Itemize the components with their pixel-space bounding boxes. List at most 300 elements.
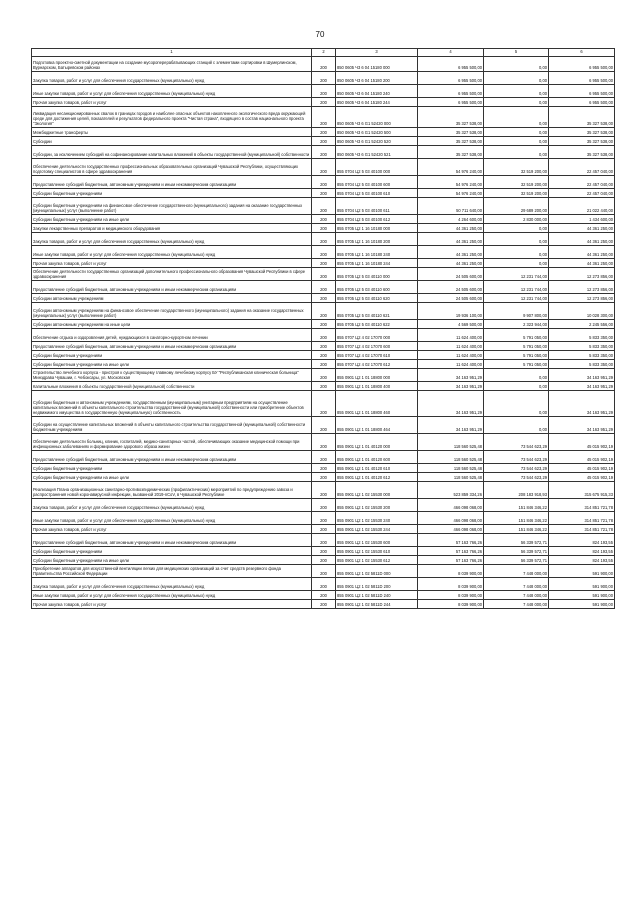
unexecuted-amount-cell: 5 833 350,00	[549, 351, 615, 360]
unexecuted-amount-cell: 35 327 538,00	[549, 137, 615, 146]
approved-amount-cell: 57 163 766,26	[418, 534, 484, 547]
executed-amount-cell: 0,00	[484, 391, 549, 417]
executed-amount-cell: 29 689 200,00	[484, 198, 549, 215]
expense-name-cell: Обеспечение деятельности больниц, клиник, госпиталей, медико-санитарных частей, обеспечивающих оказание медицинской помощи при инфекционных заболеваниях и формирование здорового образа жизни	[32, 434, 312, 451]
executed-amount-cell: 0,00	[484, 417, 549, 434]
admin-code-cell: 200	[312, 499, 336, 512]
approved-amount-cell: 466 098 068,00	[418, 525, 484, 534]
approved-amount-cell: 54 976 240,00	[418, 189, 484, 198]
unexecuted-amount-cell: 824 193,55	[549, 534, 615, 547]
admin-code-cell: 200	[312, 369, 336, 382]
approved-amount-cell: 54 976 240,00	[418, 159, 484, 176]
expense-name-cell: Закупка товаров, работ и услуг для обеспечения государственных (муниципальных) нужд	[32, 499, 312, 512]
approved-amount-cell: 24 505 600,00	[418, 294, 484, 303]
expense-name-cell: Прочая закупка товаров, работ и услуг	[32, 600, 312, 609]
expense-name-cell: Закупка товаров, работ и услуг для обеспечения государственных (муниципальных) нужд	[32, 233, 312, 246]
budget-classification-code-cell: 855 0901 Ц2 1 02 15530 240	[336, 512, 418, 525]
admin-code-cell: 200	[312, 198, 336, 215]
admin-code-cell: 200	[312, 525, 336, 534]
approved-amount-cell: 35 327 538,00	[418, 107, 484, 128]
admin-code-cell: 200	[312, 233, 336, 246]
budget-classification-code-cell: 855 0704 Ц2 5 03 40100 610	[336, 189, 418, 198]
executed-amount-cell: 208 183 918,93	[484, 482, 549, 499]
approved-amount-cell: 466 098 068,00	[418, 499, 484, 512]
admin-code-cell: 200	[312, 578, 336, 591]
executed-amount-cell: 0,00	[484, 98, 549, 107]
executed-amount-cell: 0,00	[484, 246, 549, 259]
admin-code-cell: 200	[312, 303, 336, 320]
budget-classification-code-cell: 850 0605 Ч3 6 04 15180 000	[336, 57, 418, 72]
expense-name-cell: Обеспечение деятельности государственных профессиональных образовательных организаций Чувашской Республики, осуществляющих подготовку специалистов в сфере здравоохранения	[32, 159, 312, 176]
executed-amount-cell: 32 519 200,00	[484, 176, 549, 189]
unexecuted-amount-cell: 35 327 538,00	[549, 128, 615, 137]
table-row	[32, 499, 615, 512]
budget-classification-code-cell: 855 0704 Ц2 5 03 40100 611	[336, 198, 418, 215]
approved-amount-cell: 44 361 250,00	[418, 259, 484, 268]
table-body	[32, 57, 615, 609]
admin-code-cell: 200	[312, 360, 336, 369]
executed-amount-cell: 2 323 944,00	[484, 320, 549, 329]
budget-classification-code-cell: 855 0705 Ц2 1 16 10180 200	[336, 233, 418, 246]
approved-amount-cell: 8 039 900,00	[418, 591, 484, 600]
executed-amount-cell: 73 544 623,29	[484, 473, 549, 482]
executed-amount-cell: 0,00	[484, 369, 549, 382]
unexecuted-amount-cell: 591 900,00	[549, 591, 615, 600]
admin-code-cell: 200	[312, 72, 336, 85]
approved-amount-cell: 4 264 600,00	[418, 215, 484, 224]
approved-amount-cell: 50 711 640,00	[418, 198, 484, 215]
expense-name-cell: Прочая закупка товаров, работ и услуг	[32, 259, 312, 268]
unexecuted-amount-cell: 314 851 721,78	[549, 525, 615, 534]
page-number: 70	[315, 30, 325, 39]
table-row	[32, 107, 615, 128]
executed-amount-cell: 0,00	[484, 382, 549, 391]
admin-code-cell: 200	[312, 482, 336, 499]
column-header-2: 2	[312, 49, 336, 57]
approved-amount-cell: 118 560 525,48	[418, 464, 484, 473]
unexecuted-amount-cell: 1 434 600,00	[549, 215, 615, 224]
executed-amount-cell: 0,00	[484, 107, 549, 128]
unexecuted-amount-cell: 21 022 440,00	[549, 198, 615, 215]
executed-amount-cell: 151 846 346,22	[484, 512, 549, 525]
budget-classification-code-cell: 855 0901 Ц2 1 02 5811D 200	[336, 578, 418, 591]
expense-name-cell: Иные закупки товаров, работ и услуг для обеспечения государственных (муниципальных) нужд	[32, 512, 312, 525]
budget-classification-code-cell: 855 0901 Ц2 1 02 15530 600	[336, 534, 418, 547]
expense-name-cell: Прочая закупка товаров, работ и услуг	[32, 98, 312, 107]
admin-code-cell: 200	[312, 417, 336, 434]
table-row	[32, 351, 615, 360]
budget-classification-code-cell: 850 0605 Ч3 6 04 15180 240	[336, 85, 418, 98]
table-row	[32, 556, 615, 565]
executed-amount-cell: 0,00	[484, 233, 549, 246]
table-header-row	[32, 49, 615, 57]
executed-amount-cell: 7 448 000,00	[484, 578, 549, 591]
table-row	[32, 512, 615, 525]
table-row	[32, 98, 615, 107]
unexecuted-amount-cell: 5 833 350,00	[549, 360, 615, 369]
admin-code-cell: 200	[312, 320, 336, 329]
admin-code-cell: 200	[312, 294, 336, 303]
budget-execution-table	[31, 48, 615, 609]
budget-classification-code-cell: 855 0901 Ц2 1 02 5811D 000	[336, 565, 418, 578]
admin-code-cell: 200	[312, 146, 336, 159]
expense-name-cell: Предоставление субсидий бюджетным, автономным учреждениям и иным некоммерческим организациям	[32, 342, 312, 351]
admin-code-cell: 200	[312, 512, 336, 525]
table-row	[32, 525, 615, 534]
executed-amount-cell: 56 339 572,71	[484, 534, 549, 547]
executed-amount-cell: 73 544 623,29	[484, 464, 549, 473]
approved-amount-cell: 44 361 250,00	[418, 246, 484, 259]
unexecuted-amount-cell: 591 900,00	[549, 565, 615, 578]
table-row	[32, 342, 615, 351]
executed-amount-cell: 73 544 623,29	[484, 434, 549, 451]
unexecuted-amount-cell: 35 327 538,00	[549, 107, 615, 128]
approved-amount-cell: 6 955 500,00	[418, 57, 484, 72]
table-row	[32, 159, 615, 176]
budget-classification-code-cell: 855 0707 Ц2 4 02 17070 000	[336, 329, 418, 342]
unexecuted-amount-cell: 44 361 250,00	[549, 224, 615, 233]
executed-amount-cell: 0,00	[484, 259, 549, 268]
expense-name-cell: Субсидии на осуществление капитальных вложений в объекты капитального строительства государственной (муниципальной) собственности бюджетным учреждениям	[32, 417, 312, 434]
executed-amount-cell: 0,00	[484, 85, 549, 98]
budget-classification-code-cell: 855 0901 Ц2 1 01 18800 460	[336, 391, 418, 417]
unexecuted-amount-cell: 34 163 951,29	[549, 369, 615, 382]
table-row	[32, 591, 615, 600]
unexecuted-amount-cell: 12 273 856,00	[549, 281, 615, 294]
admin-code-cell: 200	[312, 259, 336, 268]
table-row	[32, 600, 615, 609]
admin-code-cell: 200	[312, 451, 336, 464]
column-header-6: 6	[549, 49, 615, 57]
unexecuted-amount-cell: 44 361 250,00	[549, 233, 615, 246]
table-row	[32, 146, 615, 159]
admin-code-cell: 200	[312, 159, 336, 176]
approved-amount-cell: 6 955 500,00	[418, 98, 484, 107]
executed-amount-cell: 7 448 000,00	[484, 591, 549, 600]
budget-classification-code-cell: 850 0605 Ч3 6 04 15180 244	[336, 98, 418, 107]
unexecuted-amount-cell: 6 955 500,00	[549, 57, 615, 72]
budget-classification-code-cell: 855 0705 Ц2 5 03 40110 621	[336, 303, 418, 320]
expense-name-cell: Субсидии	[32, 137, 312, 146]
admin-code-cell: 200	[312, 176, 336, 189]
budget-classification-code-cell: 855 0705 Ц2 5 03 40110 600	[336, 281, 418, 294]
budget-classification-code-cell: 855 0901 Ц2 1 01 40120 610	[336, 464, 418, 473]
unexecuted-amount-cell: 824 193,55	[549, 556, 615, 565]
budget-classification-code-cell: 855 0901 Ц2 1 01 40120 600	[336, 451, 418, 464]
unexecuted-amount-cell: 45 015 902,19	[549, 451, 615, 464]
expense-name-cell: Капитальные вложения в объекты государственной (муниципальной) собственности	[32, 382, 312, 391]
approved-amount-cell: 19 936 100,00	[418, 303, 484, 320]
executed-amount-cell: 7 448 000,00	[484, 565, 549, 578]
table-row	[32, 565, 615, 578]
unexecuted-amount-cell: 5 833 350,00	[549, 329, 615, 342]
approved-amount-cell: 523 859 334,26	[418, 482, 484, 499]
table-row	[32, 547, 615, 556]
budget-classification-code-cell: 855 0707 Ц2 4 02 17070 610	[336, 351, 418, 360]
budget-classification-code-cell: 855 0901 Ц2 1 02 15530 000	[336, 482, 418, 499]
expense-name-cell: Предоставление субсидий бюджетным, автономным учреждениям и иным некоммерческим организациям	[32, 281, 312, 294]
expense-name-cell: Закупка товаров, работ и услуг для обеспечения государственных (муниципальных) нужд	[32, 72, 312, 85]
table-row	[32, 57, 615, 72]
approved-amount-cell: 44 361 250,00	[418, 224, 484, 233]
unexecuted-amount-cell: 45 015 902,19	[549, 464, 615, 473]
table-row	[32, 451, 615, 464]
budget-classification-code-cell: 850 0605 Ч3 6 G1 52420 000	[336, 107, 418, 128]
expense-name-cell: Межбюджетные трансферты	[32, 128, 312, 137]
approved-amount-cell: 466 098 068,00	[418, 512, 484, 525]
table-row	[32, 268, 615, 281]
unexecuted-amount-cell: 824 193,55	[549, 547, 615, 556]
approved-amount-cell: 57 163 766,26	[418, 556, 484, 565]
table-row	[32, 246, 615, 259]
unexecuted-amount-cell: 10 028 300,00	[549, 303, 615, 320]
approved-amount-cell: 6 955 500,00	[418, 85, 484, 98]
executed-amount-cell: 2 830 000,00	[484, 215, 549, 224]
column-header-4: 4	[418, 49, 484, 57]
expense-name-cell: Ликвидация несанкционированных свалок в границах городов и наиболее опасных объектов накопленного экологического вреда окружающей среде для достижения целей, показателей и результатов федерального проекта "Чистая страна", входящего в состав национального проекта "Экология"	[32, 107, 312, 128]
executed-amount-cell: 5 791 050,00	[484, 351, 549, 360]
executed-amount-cell: 56 339 572,71	[484, 556, 549, 565]
approved-amount-cell: 8 039 900,00	[418, 600, 484, 609]
budget-classification-code-cell: 855 0705 Ц2 5 03 40110 622	[336, 320, 418, 329]
unexecuted-amount-cell: 45 015 902,19	[549, 434, 615, 451]
admin-code-cell: 200	[312, 98, 336, 107]
expense-name-cell: Субсидии бюджетным учреждениям	[32, 189, 312, 198]
admin-code-cell: 200	[312, 351, 336, 360]
expense-name-cell: Субсидии бюджетным учреждениям на иные цели	[32, 215, 312, 224]
admin-code-cell: 200	[312, 591, 336, 600]
budget-classification-code-cell: 855 0901 Ц2 1 02 15530 200	[336, 499, 418, 512]
budget-classification-code-cell: 855 0704 Ц2 5 03 40100 600	[336, 176, 418, 189]
table-row	[32, 137, 615, 146]
unexecuted-amount-cell: 5 833 350,00	[549, 342, 615, 351]
table-row	[32, 360, 615, 369]
budget-classification-code-cell: 855 0705 Ц2 5 03 40110 000	[336, 268, 418, 281]
admin-code-cell: 200	[312, 547, 336, 556]
budget-classification-code-cell: 855 0705 Ц2 1 16 10180 240	[336, 246, 418, 259]
column-header-1: 1	[32, 49, 312, 57]
expense-name-cell: Субсидии автономным учреждениям	[32, 294, 312, 303]
table-row	[32, 434, 615, 451]
approved-amount-cell: 35 327 538,00	[418, 137, 484, 146]
admin-code-cell: 200	[312, 246, 336, 259]
budget-classification-code-cell: 855 0704 Ц2 5 03 40100 000	[336, 159, 418, 176]
admin-code-cell: 200	[312, 391, 336, 417]
table-row	[32, 369, 615, 382]
expense-name-cell: Закупки лекарственных препаратов и медицинского оборудования	[32, 224, 312, 233]
expense-name-cell: Субсидии автономным учреждениям на иные цели	[32, 320, 312, 329]
table-row	[32, 281, 615, 294]
unexecuted-amount-cell: 591 900,00	[549, 600, 615, 609]
admin-code-cell: 200	[312, 565, 336, 578]
expense-name-cell: Обеспечение отдыха и оздоровления детей, нуждающихся в санаторно-курортном лечении	[32, 329, 312, 342]
budget-classification-code-cell: 855 0901 Ц2 1 02 15530 610	[336, 547, 418, 556]
expense-name-cell: Субсидии бюджетным учреждениям на иные цели	[32, 556, 312, 565]
table-row	[32, 417, 615, 434]
unexecuted-amount-cell: 45 015 902,19	[549, 473, 615, 482]
executed-amount-cell: 151 846 346,22	[484, 525, 549, 534]
approved-amount-cell: 8 039 900,00	[418, 578, 484, 591]
unexecuted-amount-cell: 6 955 500,00	[549, 85, 615, 98]
admin-code-cell: 200	[312, 268, 336, 281]
unexecuted-amount-cell: 34 163 951,29	[549, 391, 615, 417]
expense-name-cell: Предоставление субсидий бюджетным, автономным учреждениям и иным некоммерческим организациям	[32, 176, 312, 189]
executed-amount-cell: 12 231 744,00	[484, 281, 549, 294]
unexecuted-amount-cell: 35 327 538,00	[549, 146, 615, 159]
admin-code-cell: 200	[312, 464, 336, 473]
approved-amount-cell: 4 569 500,00	[418, 320, 484, 329]
executed-amount-cell: 0,00	[484, 72, 549, 85]
executed-amount-cell: 151 846 346,22	[484, 499, 549, 512]
unexecuted-amount-cell: 12 273 856,00	[549, 294, 615, 303]
admin-code-cell: 200	[312, 600, 336, 609]
approved-amount-cell: 118 560 525,48	[418, 434, 484, 451]
admin-code-cell: 200	[312, 534, 336, 547]
budget-classification-code-cell: 850 0605 Ч3 6 G1 52420 521	[336, 146, 418, 159]
executed-amount-cell: 56 339 572,71	[484, 547, 549, 556]
expense-name-cell: Приобретение аппаратов для искусственной вентиляции легких для медицинских организаций за счет средств резервного фонда Правительства Российской Федерации	[32, 565, 312, 578]
approved-amount-cell: 34 163 951,29	[418, 369, 484, 382]
admin-code-cell: 200	[312, 473, 336, 482]
admin-code-cell: 200	[312, 107, 336, 128]
executed-amount-cell: 32 519 200,00	[484, 159, 549, 176]
unexecuted-amount-cell: 12 273 856,00	[549, 268, 615, 281]
expense-name-cell: Субсидии бюджетным учреждениям на финансовое обеспечение государственного (муниципального) задания на оказание государственных (муниципальных) услуг (выполнение работ)	[32, 198, 312, 215]
executed-amount-cell: 73 544 623,29	[484, 451, 549, 464]
table-row	[32, 259, 615, 268]
expense-name-cell: Субсидии автономным учреждениям на финансовое обеспечение государственного (муниципального) задания на оказание государственных (муниципальных) услуг (выполнение работ)	[32, 303, 312, 320]
executed-amount-cell: 5 791 050,00	[484, 342, 549, 351]
approved-amount-cell: 118 560 525,48	[418, 473, 484, 482]
admin-code-cell: 200	[312, 137, 336, 146]
executed-amount-cell: 0,00	[484, 57, 549, 72]
table-row	[32, 464, 615, 473]
expense-name-cell: Субсидии бюджетным и автономным учреждениям, государственным (муниципальным) унитарным предприятиям на осуществление капитальных вложений в объекты капитального строительства государственной (муниципальной) собственности или приобретение объектов недвижимого имущества в государственную (муниципальную) собственность	[32, 391, 312, 417]
unexecuted-amount-cell: 6 955 500,00	[549, 98, 615, 107]
expense-name-cell: Предоставление субсидий бюджетным, автономным учреждениям и иным некоммерческим организациям	[32, 534, 312, 547]
executed-amount-cell: 0,00	[484, 146, 549, 159]
table-row	[32, 329, 615, 342]
admin-code-cell: 200	[312, 224, 336, 233]
expense-name-cell: Строительство лечебного корпуса - пристроя к существующему главному лечебному корпусу БУ "Республиканская клиническая больница" Минздрава Чувашии, г. Чебоксары, ул. Московская	[32, 369, 312, 382]
executed-amount-cell: 32 519 200,00	[484, 189, 549, 198]
expense-name-cell: Иные закупки товаров, работ и услуг для обеспечения государственных (муниципальных) нужд	[32, 85, 312, 98]
budget-classification-code-cell: 850 0605 Ч3 6 G1 52420 500	[336, 128, 418, 137]
expense-name-cell: Обеспечение деятельности государственных организаций дополнительного профессионального образования Чувашской Республики в сфере здравоохранения	[32, 268, 312, 281]
table-row	[32, 473, 615, 482]
unexecuted-amount-cell: 44 361 250,00	[549, 259, 615, 268]
approved-amount-cell: 118 560 525,48	[418, 451, 484, 464]
expense-name-cell: Подготовка проектно-сметной документации на создание мусороперерабатывающих станций с элементами сортировки в Шумерлинском, Вурнарском, Батыревском районах	[32, 57, 312, 72]
budget-classification-code-cell: 855 0707 Ц2 4 02 17070 600	[336, 342, 418, 351]
approved-amount-cell: 34 163 951,29	[418, 417, 484, 434]
table-row	[32, 391, 615, 417]
expense-name-cell: Субсидии бюджетным учреждениям	[32, 351, 312, 360]
budget-classification-code-cell: 855 0704 Ц2 5 03 40100 612	[336, 215, 418, 224]
executed-amount-cell: 5 791 050,00	[484, 360, 549, 369]
table-row	[32, 224, 615, 233]
expense-name-cell: Реализация Плана организационных санитарно-противоэпидемических (профилактических) мероприятий по предупреждению завоза и распространения новой коронавирусной инфекции, вызванной 2019-nCoV, в Чувашской Республике	[32, 482, 312, 499]
table-row	[32, 578, 615, 591]
approved-amount-cell: 8 039 900,00	[418, 565, 484, 578]
budget-classification-code-cell: 855 0901 Ц2 1 01 18800 400	[336, 382, 418, 391]
table-row	[32, 534, 615, 547]
budget-classification-code-cell: 855 0901 Ц2 1 02 15530 244	[336, 525, 418, 534]
approved-amount-cell: 24 505 600,00	[418, 268, 484, 281]
budget-classification-code-cell: 855 0901 Ц2 1 02 5811D 240	[336, 591, 418, 600]
unexecuted-amount-cell: 314 851 721,78	[549, 499, 615, 512]
budget-classification-code-cell: 855 0901 Ц2 1 02 15530 612	[336, 556, 418, 565]
unexecuted-amount-cell: 22 457 040,00	[549, 159, 615, 176]
expense-name-cell: Иные закупки товаров, работ и услуг для обеспечения государственных (муниципальных) нужд	[32, 246, 312, 259]
table-row	[32, 215, 615, 224]
executed-amount-cell: 9 907 800,00	[484, 303, 549, 320]
budget-classification-code-cell: 855 0705 Ц2 1 16 10180 000	[336, 224, 418, 233]
budget-classification-code-cell: 855 0707 Ц2 4 02 17070 612	[336, 360, 418, 369]
expense-name-cell: Субсидии бюджетным учреждениям на иные цели	[32, 360, 312, 369]
budget-classification-code-cell: 855 0705 Ц2 5 03 40110 620	[336, 294, 418, 303]
table-row	[32, 176, 615, 189]
table-row	[32, 85, 615, 98]
approved-amount-cell: 34 163 951,29	[418, 391, 484, 417]
unexecuted-amount-cell: 314 851 721,78	[549, 512, 615, 525]
budget-classification-code-cell: 855 0901 Ц2 1 01 40120 612	[336, 473, 418, 482]
table-row	[32, 320, 615, 329]
table-row	[32, 198, 615, 215]
table-row	[32, 303, 615, 320]
budget-classification-code-cell: 855 0901 Ц2 1 01 18800 464	[336, 417, 418, 434]
approved-amount-cell: 24 505 600,00	[418, 281, 484, 294]
executed-amount-cell: 0,00	[484, 224, 549, 233]
unexecuted-amount-cell: 2 245 556,00	[549, 320, 615, 329]
approved-amount-cell: 35 327 538,00	[418, 128, 484, 137]
expense-name-cell: Субсидии бюджетным учреждениям на иные цели	[32, 473, 312, 482]
executed-amount-cell: 0,00	[484, 137, 549, 146]
admin-code-cell: 200	[312, 57, 336, 72]
expense-name-cell: Субсидии бюджетным учреждениям	[32, 547, 312, 556]
budget-classification-code-cell: 850 0605 Ч3 6 04 15180 200	[336, 72, 418, 85]
table-row	[32, 189, 615, 198]
table-row	[32, 128, 615, 137]
executed-amount-cell: 12 231 744,00	[484, 294, 549, 303]
budget-classification-code-cell: 850 0605 Ч3 6 G1 52420 520	[336, 137, 418, 146]
admin-code-cell: 200	[312, 556, 336, 565]
approved-amount-cell: 35 327 538,00	[418, 146, 484, 159]
approved-amount-cell: 54 976 240,00	[418, 176, 484, 189]
table-row	[32, 233, 615, 246]
admin-code-cell: 200	[312, 434, 336, 451]
admin-code-cell: 200	[312, 215, 336, 224]
executed-amount-cell: 12 231 744,00	[484, 268, 549, 281]
table-row	[32, 72, 615, 85]
approved-amount-cell: 11 624 400,00	[418, 351, 484, 360]
expense-name-cell: Субсидии, за исключением субсидий на софинансирование капитальных вложений в объекты государственной (муниципальной) собственности	[32, 146, 312, 159]
unexecuted-amount-cell: 22 457 040,00	[549, 189, 615, 198]
budget-classification-code-cell: 855 0705 Ц2 1 16 10180 244	[336, 259, 418, 268]
expense-name-cell: Предоставление субсидий бюджетным, автономным учреждениям и иным некоммерческим организациям	[32, 451, 312, 464]
budget-classification-code-cell: 855 0901 Ц2 1 01 18800 000	[336, 369, 418, 382]
expense-name-cell: Прочая закупка товаров, работ и услуг	[32, 525, 312, 534]
executed-amount-cell: 0,00	[484, 128, 549, 137]
approved-amount-cell: 11 624 400,00	[418, 360, 484, 369]
unexecuted-amount-cell: 315 675 915,33	[549, 482, 615, 499]
approved-amount-cell: 11 624 400,00	[418, 342, 484, 351]
column-header-5: 5	[484, 49, 549, 57]
expense-name-cell: Иные закупки товаров, работ и услуг для обеспечения государственных (муниципальных) нужд	[32, 591, 312, 600]
approved-amount-cell: 57 163 766,26	[418, 547, 484, 556]
table-row	[32, 294, 615, 303]
expense-name-cell: Субсидии бюджетным учреждениям	[32, 464, 312, 473]
